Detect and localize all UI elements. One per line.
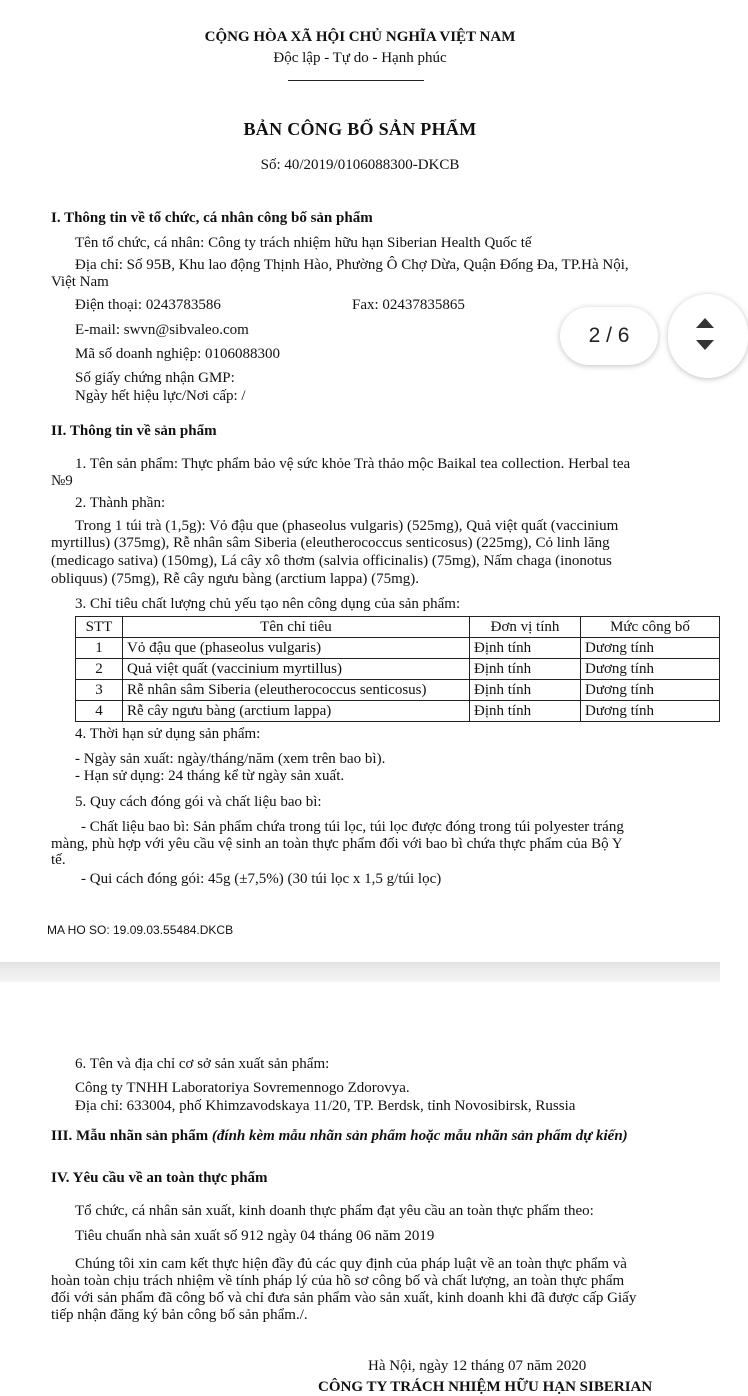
- table-cell: Dương tính: [581, 680, 720, 701]
- page-indicator: [560, 307, 658, 365]
- table-cell: Rễ cây ngưu bàng (arctium lappa): [123, 701, 470, 722]
- chevron-down-icon[interactable]: [696, 340, 714, 350]
- table-header-cell: Tên chỉ tiêu: [123, 617, 470, 638]
- header-divider: [288, 80, 424, 81]
- table-cell: Định tính: [470, 659, 581, 680]
- org-business-code: Mã số doanh nghiệp: 0106088300: [75, 346, 280, 362]
- section-3-heading: III. Mẫu nhãn sản phẩm: [51, 1128, 209, 1144]
- document-number: Số: 40/2019/0106088300-DKCB: [260, 157, 460, 173]
- quality-heading: 3. Chỉ tiêu chất lượng chủ yếu tạo nên công dụng của sản phẩm:: [75, 596, 461, 612]
- product-name-line-2: №9: [51, 473, 73, 489]
- table-cell: Quả việt quất (vaccinium myrtillus): [123, 659, 470, 680]
- page-scroll-control[interactable]: [668, 294, 748, 378]
- product-name-line-1: 1. Tên sản phẩm: Thực phẩm bảo vệ sức khỏe Trà thảo mộc Baikal tea collection. Herbal tea: [75, 456, 631, 472]
- section-2-heading: II. Thông tin về sản phẩm: [51, 423, 217, 439]
- org-gmp: Số giấy chứng nhận GMP:: [75, 370, 235, 386]
- chevron-up-icon[interactable]: [696, 318, 714, 328]
- org-expiry: Ngày hết hiệu lực/Nơi cấp: /: [75, 388, 246, 404]
- company-signature-line: CÔNG TY TRÁCH NHIỆM HỮU HẠN SIBERIAN: [318, 1379, 653, 1395]
- ingredients-line: (medicago sativa) (150mg), Lá cây xô thơm (salvia officinalis) (75mg), Nấm chaga (inonotus: [51, 553, 612, 569]
- safety-line: Tổ chức, cá nhân sản xuất, kinh doanh thực phẩm đạt yêu cầu an toàn thực phẩm theo:: [75, 1203, 594, 1219]
- safety-standard: Tiêu chuẩn nhà sản xuất số 912 ngày 04 tháng 06 năm 2019: [75, 1228, 435, 1244]
- packaging-line: màng, phù hợp với yêu cầu vệ sinh an toàn thực phẩm đối với bao bì chứa thực phẩm của Bộ Y: [51, 836, 623, 852]
- section-1-heading: I. Thông tin về tổ chức, cá nhân công bố sản phẩm: [51, 210, 373, 226]
- manufacturer-heading: 6. Tên và địa chỉ cơ sở sản xuất sản phẩm:: [75, 1056, 330, 1072]
- packaging-line: tế.: [51, 852, 66, 868]
- table-cell: Định tính: [470, 638, 581, 659]
- org-name: Tên tổ chức, cá nhân: Công ty trách nhiệm hữu hạn Siberian Health Quốc tế: [75, 235, 532, 251]
- commitment-line: hoàn toàn chịu trách nhiệm về tính pháp lý của hồ sơ công bố và chất lượng, an toàn thực phẩm: [51, 1273, 625, 1289]
- commitment-line: Chúng tôi xin cam kết thực hiện đầy đủ các quy định của pháp luật về an toàn thực phẩm và: [75, 1256, 627, 1272]
- table-cell: Dương tính: [581, 659, 720, 680]
- section-3-note: (đính kèm mẫu nhãn sản phẩm hoặc mẫu nhãn sản phẩm dự kiến): [211, 1128, 628, 1144]
- commitment-line: đối với sản phẩm đã công bố và chỉ đưa sản phẩm vào sản xuất, kinh doanh khi đã được cấp Giấy: [51, 1290, 637, 1306]
- table-cell: 4: [76, 701, 123, 722]
- manufacturer-name: Công ty TNHH Laboratoriya Sovremennogo Zdorovya.: [75, 1080, 410, 1096]
- packaging-line: - Chất liệu bao bì: Sản phẩm chứa trong túi lọc, túi lọc được đóng trong túi polyester tráng: [81, 819, 624, 835]
- file-code: MA HO SO: 19.09.03.55484.DKCB: [47, 923, 234, 937]
- table-cell: 1: [76, 638, 123, 659]
- ingredients-line: obliquus) (75mg), Rễ cây ngưu bàng (arctium lappa) (75mg).: [51, 571, 420, 587]
- table-row: [76, 638, 720, 659]
- table-cell: Dương tính: [581, 638, 720, 659]
- table-cell: Rễ nhân sâm Siberia (eleutherococcus senticosus): [123, 680, 470, 701]
- org-phone: Điện thoại: 0243783586: [75, 297, 221, 313]
- packaging-size: - Qui cách đóng gói: 45g (±7,5%) (30 túi lọc x 1,5 g/túi lọc): [81, 871, 442, 887]
- signing-date: Hà Nội, ngày 12 tháng 07 năm 2020: [368, 1358, 587, 1374]
- manufacturer-address: Địa chỉ: 633004, phố Khimzavodskaya 11/20, TP. Berdsk, tỉnh Novosibirsk, Russia: [75, 1098, 576, 1114]
- document-title: BẢN CÔNG BỐ SẢN PHẨM: [243, 119, 477, 139]
- table-cell: 3: [76, 680, 123, 701]
- section-3-line: [51, 1128, 628, 1145]
- ingredients-line: myrtillus) (375mg), Rễ nhân sâm Siberia (eleutherococcus senticosus) (225mg), Cỏ linh lăng: [51, 535, 610, 551]
- table-cell: Dương tính: [581, 701, 720, 722]
- table-header-row: [76, 617, 720, 638]
- org-address-line-2: Việt Nam: [51, 274, 109, 290]
- page-separator: [0, 962, 720, 982]
- table-header-cell: Đơn vị tính: [470, 617, 581, 638]
- packaging-heading: 5. Quy cách đóng gói và chất liệu bao bì:: [75, 794, 322, 810]
- org-email: E-mail: swvn@sibvaleo.com: [75, 322, 249, 338]
- motto: Độc lập - Tự do - Hạnh phúc: [273, 50, 447, 66]
- shelf-life-line: - Ngày sản xuất: ngày/tháng/năm (xem trên bao bì).: [75, 751, 386, 767]
- table-cell: Định tính: [470, 701, 581, 722]
- table-cell: Vỏ đậu que (phaseolus vulgaris): [123, 638, 470, 659]
- ingredients-heading: 2. Thành phần:: [75, 495, 166, 511]
- ingredients-line: Trong 1 túi trà (1,5g): Vỏ đậu que (phaseolus vulgaris) (525mg), Quả việt quất (vaccinium: [75, 518, 619, 534]
- commitment-line: tiếp nhận đăng ký bản công bố sản phẩm./.: [51, 1307, 308, 1323]
- shelf-life-line: - Hạn sử dụng: 24 tháng kể từ ngày sản xuất.: [75, 768, 345, 784]
- table-row: [76, 701, 720, 722]
- document-page-2: [0, 982, 720, 1395]
- table-header-cell: STT: [76, 617, 123, 638]
- quality-table: [75, 616, 720, 722]
- table-header-cell: Mức công bố: [581, 617, 720, 638]
- table-cell: Định tính: [470, 680, 581, 701]
- table-row: [76, 659, 720, 680]
- table-row: [76, 680, 720, 701]
- nation-heading: CỘNG HÒA XÃ HỘI CHỦ NGHĨA VIỆT NAM: [204, 29, 516, 45]
- shelf-life-heading: 4. Thời hạn sử dụng sản phẩm:: [75, 726, 261, 742]
- table-cell: 2: [76, 659, 123, 680]
- org-fax: Fax: 02437835865: [352, 297, 465, 313]
- section-4-heading: IV. Yêu cầu về an toàn thực phẩm: [51, 1170, 268, 1186]
- page-indicator-text: 2 / 6: [588, 324, 630, 347]
- org-address-line-1: Địa chỉ: Số 95B, Khu lao động Thịnh Hào, Phường Ô Chợ Dừa, Quận Đống Đa, TP.Hà Nội,: [75, 257, 629, 273]
